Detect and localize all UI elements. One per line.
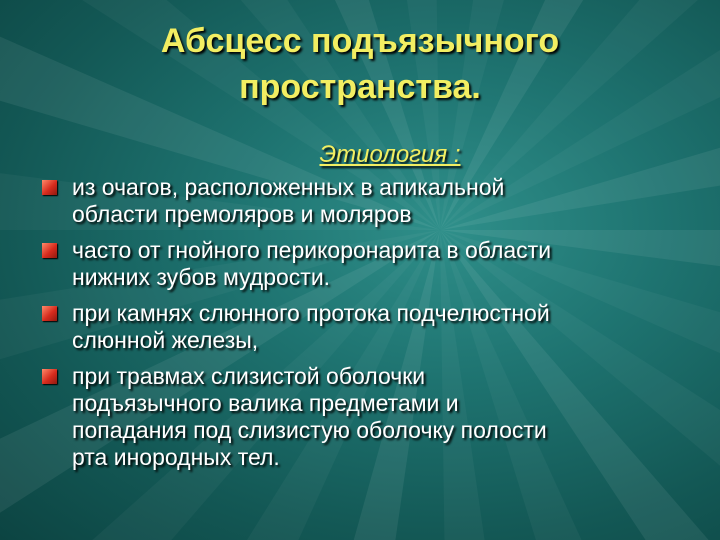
bullet-item <box>42 363 682 471</box>
bullet-list <box>42 174 682 480</box>
square-bullet-icon <box>42 243 57 258</box>
bullet-text-line: попадания под слизистую оболочку полости <box>72 417 547 443</box>
bullet-text-line: из очагов, расположенных в апикальной <box>72 174 505 200</box>
section-heading-etiology: Этиология : <box>319 141 461 168</box>
bullet-text-line: при камнях слюнного протока подчелюстной <box>72 300 550 326</box>
bullet-text-line: часто от гнойного перикоронарита в области <box>72 237 552 263</box>
bullet-item <box>42 300 682 354</box>
bullet-text-line: рта инородных тел. <box>72 444 280 470</box>
bullet-text-line: при травмах слизистой оболочки <box>72 363 426 389</box>
slide-title-line: Абсцесс подъязычного <box>160 22 560 60</box>
bullet-text-line: области премоляров и моляров <box>72 201 412 227</box>
square-bullet-icon <box>42 306 57 321</box>
bullet-text-line: подъязычного валика предметами и <box>72 390 459 416</box>
bullet-text-line: нижних зубов мудрости. <box>72 264 331 290</box>
square-bullet-icon <box>42 369 57 384</box>
bullet-item <box>42 174 682 228</box>
bullet-text-line: слюнной железы, <box>72 327 259 353</box>
bullet-item <box>42 237 682 291</box>
slide-title <box>30 18 690 110</box>
square-bullet-icon <box>42 180 57 195</box>
slide-title-line: пространства. <box>239 68 481 106</box>
